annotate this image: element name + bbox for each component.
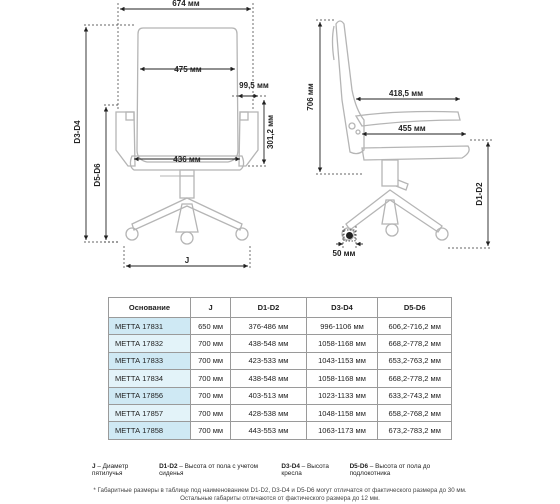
cell-j: 700 мм — [190, 404, 230, 421]
cell-d5d6: 668,2-778,2 мм — [378, 335, 452, 352]
header-base: Основание — [109, 298, 191, 318]
footnote-line-2: Остальные габариты отличаются от фактического размера до 12 мм. — [180, 495, 380, 502]
cell-model: МЕТТА 17831 — [109, 318, 191, 335]
side-caster-right — [436, 228, 448, 240]
table-row — [109, 318, 452, 335]
table-row — [109, 370, 452, 387]
cell-d1d2: 403-513 мм — [231, 387, 306, 404]
label-height-d5d6: D5-D6 — [93, 163, 102, 187]
cell-d1d2: 428-538 мм — [231, 404, 306, 421]
cell-j: 700 мм — [190, 370, 230, 387]
cell-model: МЕТТА 17833 — [109, 352, 191, 369]
cell-j: 700 мм — [190, 352, 230, 369]
side-five-star-base — [346, 190, 442, 232]
cell-j: 700 мм — [190, 387, 230, 404]
cell-d3d4: 1048-1158 мм — [306, 404, 378, 421]
label-armrest-height: 301,2 мм — [266, 114, 275, 150]
table-row — [109, 335, 452, 352]
label-seat-width: 436 мм — [173, 155, 201, 164]
legend — [0, 463, 560, 477]
legend-item-j: J – Диаметр пятилучья — [92, 463, 129, 477]
front-backrest-outline — [137, 28, 238, 162]
header-d5d6: D5-D6 — [378, 298, 452, 318]
cell-d3d4: 1058-1168 мм — [306, 335, 378, 352]
cell-d5d6: 633,2-743,2 мм — [378, 387, 452, 404]
label-seat-depth: 418,5 мм — [388, 89, 424, 98]
table-row — [109, 404, 452, 421]
dimensions-table-wrap — [108, 297, 452, 440]
label-wheel: 50 мм — [332, 249, 356, 258]
cell-d3d4: 1043-1153 мм — [306, 352, 378, 369]
legend-item-d3d4: D3-D4 – Высота кресла — [281, 463, 329, 477]
cell-j: 700 мм — [190, 335, 230, 352]
header-d1d2: D1-D2 — [231, 298, 306, 318]
cell-j: 650 мм — [190, 318, 230, 335]
front-caster-center — [181, 232, 193, 244]
cell-d1d2: 438-548 мм — [231, 370, 306, 387]
cell-d5d6: 606,2-716,2 мм — [378, 318, 452, 335]
cell-d5d6: 658,2-768,2 мм — [378, 404, 452, 421]
cell-model: МЕТТА 17856 — [109, 387, 191, 404]
cell-d1d2: 376-486 мм — [231, 318, 306, 335]
cell-model: МЕТТА 17832 — [109, 335, 191, 352]
label-seat-depth-2: 455 мм — [398, 124, 426, 133]
table-row — [109, 422, 452, 439]
cell-d3d4: 996-1106 мм — [306, 318, 378, 335]
side-caster-center — [386, 224, 398, 236]
table-row — [109, 387, 452, 404]
cell-model: МЕТТА 17857 — [109, 404, 191, 421]
front-caster-right — [236, 228, 248, 240]
dimensions-table — [108, 297, 452, 440]
cell-d1d2: 443-553 мм — [231, 422, 306, 439]
label-total-width: 674 мм — [172, 0, 200, 8]
label-back-height: 706 мм — [306, 83, 315, 111]
front-gas-lift — [180, 170, 194, 198]
label-armrest-width: 99,5 мм — [239, 81, 269, 90]
footnote-line-1: * Габаритные размеры в таблице под наименованием D1-D2, D3-D4 и D5-D6 могут отличатся от фактического размера до 30 мм. — [93, 487, 467, 494]
label-height-d3d4: D3-D4 — [73, 120, 82, 144]
cell-d1d2: 438-548 мм — [231, 335, 306, 352]
table-row — [109, 352, 452, 369]
side-seat-outline — [362, 146, 469, 160]
cell-model: МЕТТА 17858 — [109, 422, 191, 439]
front-view-chair — [116, 28, 258, 244]
label-height-d1d2: D1-D2 — [475, 182, 484, 206]
legend-item-d1d2: D1-D2 – Высота от пола с учетом сиденья — [159, 463, 259, 477]
cell-d5d6: 668,2-778,2 мм — [378, 370, 452, 387]
cell-d5d6: 673,2-783,2 мм — [378, 422, 452, 439]
label-back-width: 475 мм — [174, 65, 202, 74]
table-header-row — [109, 298, 452, 318]
header-j: J — [190, 298, 230, 318]
cell-d5d6: 653,2-763,2 мм — [378, 352, 452, 369]
cell-j: 700 мм — [190, 422, 230, 439]
cell-model: МЕТТА 17834 — [109, 370, 191, 387]
cell-d3d4: 1058-1168 мм — [306, 370, 378, 387]
extension-lines — [84, 3, 492, 270]
side-gas-lift — [382, 160, 398, 186]
side-dimension-lines — [320, 22, 488, 246]
cell-d3d4: 1063-1173 мм — [306, 422, 378, 439]
front-caster-left — [126, 228, 138, 240]
legend-item-d5d6: D5-D6 – Высота от пола до подлокотника — [349, 463, 431, 477]
front-five-star-base — [132, 198, 242, 230]
cell-d1d2: 423-533 мм — [231, 352, 306, 369]
label-base-j: J — [184, 256, 190, 265]
header-d3d4: D3-D4 — [306, 298, 378, 318]
cell-d3d4: 1023-1133 мм — [306, 387, 378, 404]
